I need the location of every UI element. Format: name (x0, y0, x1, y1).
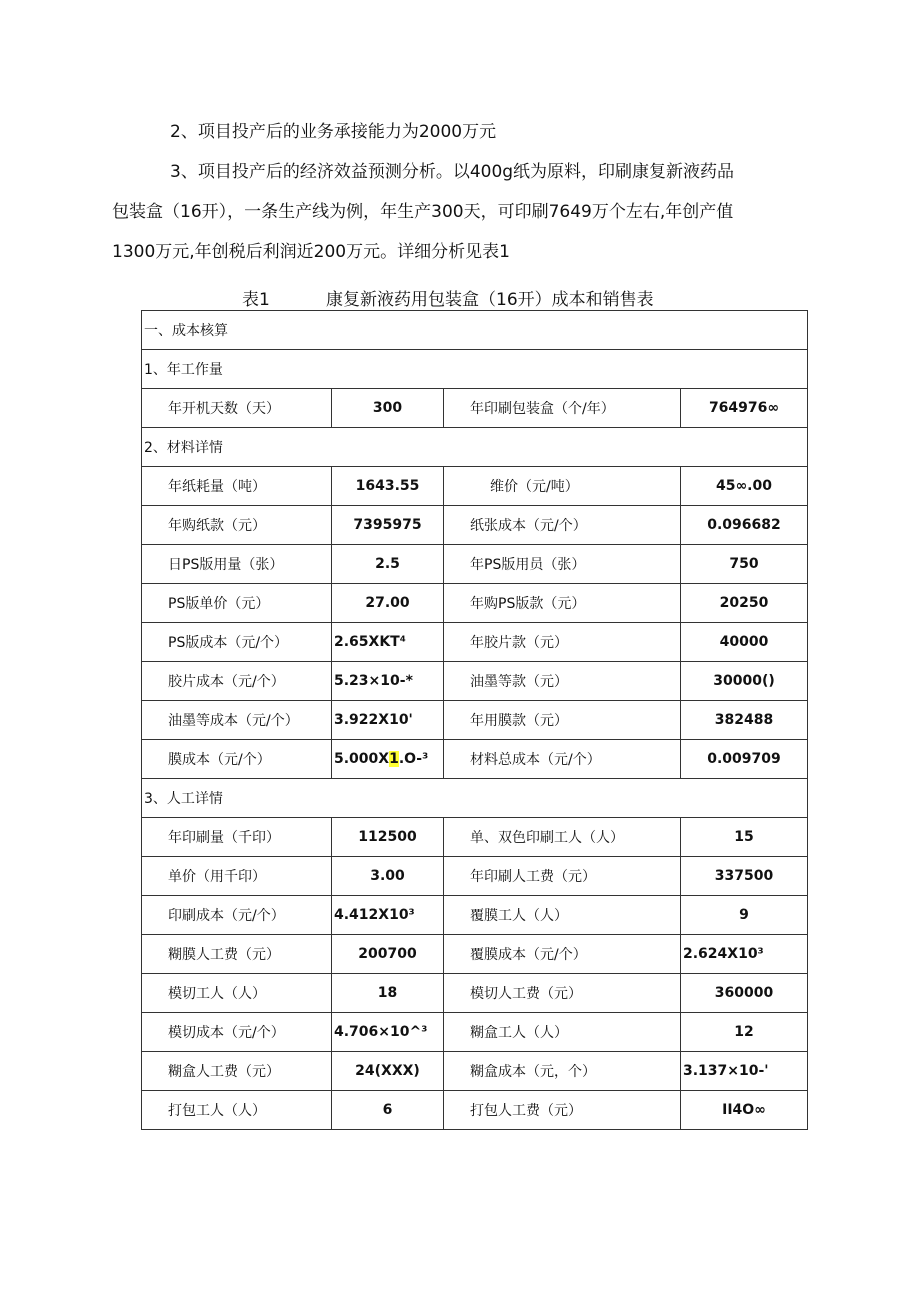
row-label: 纸张成本（元/个） (444, 506, 681, 545)
row-value: 112500 (332, 818, 444, 857)
row-label: 糊盒工人（人） (444, 1013, 681, 1052)
section-row (142, 428, 808, 467)
row-label: 覆膜成本（元/个） (444, 935, 681, 974)
row-label: 维价（元/吨） (444, 467, 681, 506)
section-title: 2、材料详情 (142, 428, 808, 467)
paragraph-capacity: 2、项目投产后的业务承接能力为2000万元 (170, 122, 497, 142)
paragraph-analysis-line3: 1300万元,年创税后利润近200万元。详细分析见表1 (112, 242, 510, 262)
section-row (142, 779, 808, 818)
row-value: 2.65XKT⁴ (332, 623, 444, 662)
row-label: 膜成本（元/个） (142, 740, 332, 779)
row-label: 年购纸款（元） (142, 506, 332, 545)
row-value: 45∞.00 (681, 467, 808, 506)
table-row (142, 857, 808, 896)
row-label: 单、双色印刷工人（人） (444, 818, 681, 857)
row-value: 24(XXX) (332, 1052, 444, 1091)
row-value: 30000() (681, 662, 808, 701)
row-value: 300 (332, 389, 444, 428)
row-label: 材料总成本（元/个） (444, 740, 681, 779)
row-label: 年用膜款（元） (444, 701, 681, 740)
table-row (142, 1091, 808, 1130)
section-title: 一、成本核算 (142, 311, 808, 350)
row-label: 单价（用千印） (142, 857, 332, 896)
row-value: 4.412X10³ (332, 896, 444, 935)
row-value: 3.137×10-' (681, 1052, 808, 1091)
row-value: 750 (681, 545, 808, 584)
row-value: 12 (681, 1013, 808, 1052)
row-label: 年印刷人工费（元） (444, 857, 681, 896)
row-label: 年PS版用员（张） (444, 545, 681, 584)
row-label: 年纸耗量（吨） (142, 467, 332, 506)
row-value: 27.00 (332, 584, 444, 623)
row-label: 年开机天数（天） (142, 389, 332, 428)
section-title: 3、人工详情 (142, 779, 808, 818)
highlighted-digit: 1 (389, 751, 399, 767)
table-row (142, 584, 808, 623)
table-row (142, 662, 808, 701)
paragraph-analysis-line2: 包装盒（16开），一条生产线为例，年生产300天，可印刷7649万个左右,年创产值 (112, 202, 734, 222)
row-value: 0.009709 (681, 740, 808, 779)
value-part: .O-³ (398, 751, 429, 767)
table-row (142, 545, 808, 584)
table-row (142, 974, 808, 1013)
row-value: 0.096682 (681, 506, 808, 545)
row-label: 年胶片款（元） (444, 623, 681, 662)
section-row (142, 350, 808, 389)
row-value: 18 (332, 974, 444, 1013)
row-label: 印刷成本（元/个） (142, 896, 332, 935)
row-value: 2.624X10³ (681, 935, 808, 974)
section-row (142, 311, 808, 350)
row-value: 9 (681, 896, 808, 935)
row-label: 模切人工费（元） (444, 974, 681, 1013)
row-label: 模切成本（元/个） (142, 1013, 332, 1052)
section-title: 1、年工作量 (142, 350, 808, 389)
row-label: PS版成本（元/个） (142, 623, 332, 662)
row-value: 3.922X10' (332, 701, 444, 740)
row-value: 337500 (681, 857, 808, 896)
row-label: 打包工人（人） (142, 1091, 332, 1130)
row-value: 1643.55 (332, 467, 444, 506)
row-label: 模切工人（人） (142, 974, 332, 1013)
row-value: 6 (332, 1091, 444, 1130)
table-caption-title: 康复新液药用包装盒（16开）成本和销售表 (326, 290, 654, 310)
row-value: 200700 (332, 935, 444, 974)
row-value: 7395975 (332, 506, 444, 545)
table-row (142, 506, 808, 545)
row-label: PS版单价（元） (142, 584, 332, 623)
row-value: 764976∞ (681, 389, 808, 428)
row-label: 打包人工费（元） (444, 1091, 681, 1130)
row-label: 油墨等款（元） (444, 662, 681, 701)
row-value: 40000 (681, 623, 808, 662)
row-label: 油墨等成本（元/个） (142, 701, 332, 740)
value-part: 5.000X (334, 751, 390, 767)
row-label: 胶片成本（元/个） (142, 662, 332, 701)
table-caption-label: 表1 (242, 290, 270, 310)
row-label: 年印刷量（千印） (142, 818, 332, 857)
row-value: 382488 (681, 701, 808, 740)
table-row (142, 935, 808, 974)
row-label: 日PS版用量（张） (142, 545, 332, 584)
table-row (142, 1052, 808, 1091)
row-value: 20250 (681, 584, 808, 623)
cost-sales-table (141, 310, 808, 1130)
row-value: 2.5 (332, 545, 444, 584)
table-row (142, 701, 808, 740)
table-row (142, 389, 808, 428)
row-value: 3.00 (332, 857, 444, 896)
row-label: 覆膜工人（人） (444, 896, 681, 935)
paragraph-analysis-line1: 3、项目投产后的经济效益预测分析。以400g纸为原料，印刷康复新液药品 (170, 162, 735, 182)
table-row (142, 818, 808, 857)
table-row (142, 467, 808, 506)
row-value: 4.706×10^³ (332, 1013, 444, 1052)
row-value: 360000 (681, 974, 808, 1013)
row-value (332, 740, 444, 779)
table-row (142, 623, 808, 662)
row-label: 年购PS版款（元） (444, 584, 681, 623)
row-value: II4O∞ (681, 1091, 808, 1130)
row-value: 15 (681, 818, 808, 857)
row-label: 糊膜人工费（元） (142, 935, 332, 974)
table-row (142, 1013, 808, 1052)
table-row (142, 740, 808, 779)
row-value: 5.23×10-* (332, 662, 444, 701)
row-label: 糊盒成本（元，个） (444, 1052, 681, 1091)
row-label: 年印刷包装盒（个/年） (444, 389, 681, 428)
row-label: 糊盒人工费（元） (142, 1052, 332, 1091)
table-row (142, 896, 808, 935)
